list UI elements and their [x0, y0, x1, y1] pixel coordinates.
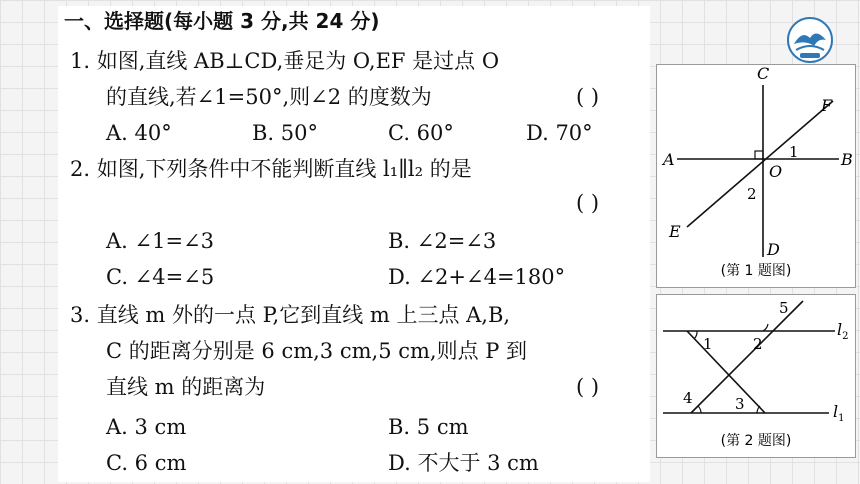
q2-stem-line1: 2. 如图,下列条件中不能判断直线 l₁∥l₂ 的是 — [70, 157, 472, 181]
q1-stem-line1: 1. 如图,直线 AB⊥CD,垂足为 O,EF 是过点 O — [70, 49, 500, 73]
q1-option-b[interactable]: B. 50° — [252, 121, 319, 145]
q2-option-a[interactable]: A. ∠1=∠3 — [106, 229, 215, 253]
q3-stem-line2: C 的距离分别是 6 cm,3 cm,5 cm,则点 P 到 — [106, 339, 528, 363]
q3-option-b[interactable]: B. 5 cm — [388, 415, 469, 439]
label-a: A — [663, 150, 675, 169]
q1-option-c[interactable]: C. 60° — [388, 121, 454, 145]
label-l1: $l_1$ — [833, 402, 845, 424]
q1-option-d[interactable]: D. 70° — [526, 121, 593, 145]
angle-1-label: 1 — [789, 143, 799, 161]
angle-5-arc — [763, 324, 768, 331]
angle-3-arc — [757, 406, 760, 413]
q1-answer-paren: ( ) — [576, 85, 600, 109]
figure-2-panel — [656, 294, 856, 458]
right-angle-mark — [755, 151, 763, 159]
angle-4-arc — [698, 406, 701, 413]
figure-2-caption: (第 2 题图) — [720, 433, 792, 449]
angle-3-label: 3 — [735, 395, 745, 413]
q2-option-c[interactable]: C. ∠4=∠5 — [106, 265, 215, 289]
q1-stem-line2: 的直线,若∠1=50°,则∠2 的度数为 — [106, 85, 432, 109]
q2-option-d[interactable]: D. ∠2+∠4=180° — [388, 265, 566, 289]
q3-stem-line3: 直线 m 的距离为 — [106, 375, 266, 399]
angle-4-label: 4 — [683, 389, 693, 407]
q3-answer-paren: ( ) — [576, 375, 600, 399]
transversal-2 — [691, 301, 803, 413]
figure-1-diagram — [657, 65, 855, 287]
label-b: B — [841, 150, 853, 169]
q2-option-b[interactable]: B. ∠2=∠3 — [388, 229, 497, 253]
angle-2-label: 2 — [753, 335, 763, 353]
q3-option-a[interactable]: A. 3 cm — [106, 415, 187, 439]
label-o: O — [769, 162, 783, 181]
angle-2-label: 2 — [747, 185, 757, 203]
angle-1-label: 1 — [703, 335, 713, 353]
label-c: C — [757, 65, 770, 83]
label-l2: $l_2$ — [837, 320, 849, 342]
section-title: 一、选择题(每小题 3 分,共 24 分) — [64, 9, 380, 33]
publisher-logo-icon — [786, 16, 834, 64]
label-f: F — [821, 96, 833, 115]
figure-1-panel — [656, 64, 856, 288]
q3-option-d[interactable]: D. 不大于 3 cm — [388, 451, 539, 475]
q2-answer-paren: ( ) — [576, 191, 600, 215]
q3-option-c[interactable]: C. 6 cm — [106, 451, 187, 475]
line-ef — [687, 101, 833, 227]
angle-5-label: 5 — [779, 299, 789, 317]
label-d: D — [767, 240, 780, 259]
q1-option-a[interactable]: A. 40° — [106, 121, 172, 145]
figure-2-diagram — [657, 295, 855, 457]
label-e: E — [669, 222, 681, 241]
figure-1-caption: (第 1 题图) — [720, 263, 792, 279]
angle-1-arc — [694, 331, 697, 339]
q3-stem-line1: 3. 直线 m 外的一点 P,它到直线 m 上三点 A,B, — [70, 303, 511, 327]
